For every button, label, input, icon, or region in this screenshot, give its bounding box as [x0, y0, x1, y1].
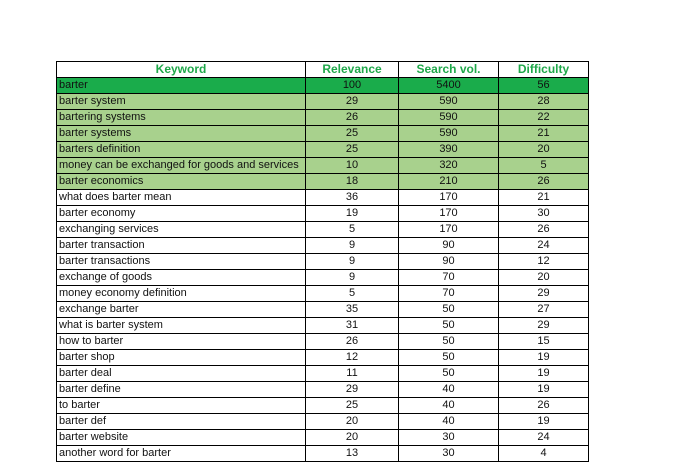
table-row [57, 238, 589, 254]
table-row [57, 206, 589, 222]
table-row [57, 174, 589, 190]
table-row [57, 286, 589, 302]
relevance-cell: 35 [306, 302, 399, 318]
keyword-cell: money economy definition [57, 286, 306, 302]
difficulty-cell: 29 [499, 318, 589, 334]
table-row [57, 334, 589, 350]
header-difficulty: Difficulty [499, 62, 589, 78]
search-volume-cell: 590 [399, 94, 499, 110]
header-keyword: Keyword [57, 62, 306, 78]
difficulty-cell: 26 [499, 398, 589, 414]
relevance-cell: 25 [306, 398, 399, 414]
difficulty-cell: 19 [499, 366, 589, 382]
relevance-cell: 5 [306, 286, 399, 302]
difficulty-cell: 15 [499, 334, 589, 350]
keyword-cell: how to barter [57, 334, 306, 350]
keyword-cell: what does barter mean [57, 190, 306, 206]
table-row [57, 302, 589, 318]
difficulty-cell: 19 [499, 414, 589, 430]
keyword-cell: exchanging services [57, 222, 306, 238]
relevance-cell: 10 [306, 158, 399, 174]
search-volume-cell: 40 [399, 382, 499, 398]
keyword-cell: bartering systems [57, 110, 306, 126]
relevance-cell: 13 [306, 446, 399, 462]
relevance-cell: 36 [306, 190, 399, 206]
search-volume-cell: 30 [399, 430, 499, 446]
search-volume-cell: 50 [399, 334, 499, 350]
relevance-cell: 25 [306, 126, 399, 142]
keyword-cell: barter website [57, 430, 306, 446]
table-row [57, 446, 589, 462]
difficulty-cell: 27 [499, 302, 589, 318]
keyword-cell: barter transaction [57, 238, 306, 254]
difficulty-cell: 28 [499, 94, 589, 110]
search-volume-cell: 50 [399, 366, 499, 382]
difficulty-cell: 24 [499, 238, 589, 254]
search-volume-cell: 50 [399, 302, 499, 318]
keyword-cell: barter shop [57, 350, 306, 366]
relevance-cell: 9 [306, 254, 399, 270]
keyword-cell: barter economy [57, 206, 306, 222]
search-volume-cell: 50 [399, 318, 499, 334]
search-volume-cell: 90 [399, 238, 499, 254]
difficulty-cell: 21 [499, 190, 589, 206]
keyword-cell: barter [57, 78, 306, 94]
search-volume-cell: 50 [399, 350, 499, 366]
relevance-cell: 19 [306, 206, 399, 222]
search-volume-cell: 210 [399, 174, 499, 190]
difficulty-cell: 20 [499, 270, 589, 286]
table-row [57, 414, 589, 430]
table-row [57, 110, 589, 126]
keyword-cell: barter system [57, 94, 306, 110]
relevance-cell: 9 [306, 270, 399, 286]
search-volume-cell: 40 [399, 414, 499, 430]
relevance-cell: 31 [306, 318, 399, 334]
relevance-cell: 9 [306, 238, 399, 254]
difficulty-cell: 12 [499, 254, 589, 270]
relevance-cell: 29 [306, 94, 399, 110]
difficulty-cell: 24 [499, 430, 589, 446]
search-volume-cell: 170 [399, 206, 499, 222]
relevance-cell: 25 [306, 142, 399, 158]
table-row [57, 126, 589, 142]
search-volume-cell: 5400 [399, 78, 499, 94]
difficulty-cell: 4 [499, 446, 589, 462]
keyword-cell: barter transactions [57, 254, 306, 270]
difficulty-cell: 19 [499, 382, 589, 398]
table-row [57, 382, 589, 398]
keyword-cell: barter define [57, 382, 306, 398]
relevance-cell: 11 [306, 366, 399, 382]
search-volume-cell: 590 [399, 126, 499, 142]
table-row [57, 398, 589, 414]
table-row [57, 254, 589, 270]
relevance-cell: 5 [306, 222, 399, 238]
table-row [57, 318, 589, 334]
search-volume-cell: 70 [399, 270, 499, 286]
table-row [57, 366, 589, 382]
difficulty-cell: 5 [499, 158, 589, 174]
difficulty-cell: 26 [499, 222, 589, 238]
difficulty-cell: 20 [499, 142, 589, 158]
search-volume-cell: 30 [399, 446, 499, 462]
search-volume-cell: 320 [399, 158, 499, 174]
search-volume-cell: 390 [399, 142, 499, 158]
keyword-table [56, 61, 589, 462]
header-relevance: Relevance [306, 62, 399, 78]
difficulty-cell: 30 [499, 206, 589, 222]
relevance-cell: 29 [306, 382, 399, 398]
table-row [57, 142, 589, 158]
keyword-cell: barter deal [57, 366, 306, 382]
keyword-cell: money can be exchanged for goods and services [57, 158, 306, 174]
difficulty-cell: 21 [499, 126, 589, 142]
table-row [57, 94, 589, 110]
header-row [57, 62, 589, 78]
table-row [57, 78, 589, 94]
relevance-cell: 26 [306, 334, 399, 350]
table-row [57, 270, 589, 286]
search-volume-cell: 170 [399, 190, 499, 206]
difficulty-cell: 22 [499, 110, 589, 126]
difficulty-cell: 56 [499, 78, 589, 94]
search-volume-cell: 590 [399, 110, 499, 126]
keyword-cell: barters definition [57, 142, 306, 158]
table-row [57, 222, 589, 238]
table-row [57, 190, 589, 206]
table-row [57, 158, 589, 174]
keyword-cell: barter def [57, 414, 306, 430]
keyword-cell: what is barter system [57, 318, 306, 334]
table-row [57, 350, 589, 366]
header-search-volume: Search vol. [399, 62, 499, 78]
search-volume-cell: 40 [399, 398, 499, 414]
difficulty-cell: 29 [499, 286, 589, 302]
relevance-cell: 12 [306, 350, 399, 366]
keyword-cell: to barter [57, 398, 306, 414]
search-volume-cell: 90 [399, 254, 499, 270]
keyword-cell: exchange of goods [57, 270, 306, 286]
keyword-cell: exchange barter [57, 302, 306, 318]
relevance-cell: 18 [306, 174, 399, 190]
search-volume-cell: 170 [399, 222, 499, 238]
keyword-cell: another word for barter [57, 446, 306, 462]
keyword-cell: barter systems [57, 126, 306, 142]
relevance-cell: 20 [306, 414, 399, 430]
relevance-cell: 20 [306, 430, 399, 446]
relevance-cell: 26 [306, 110, 399, 126]
relevance-cell: 100 [306, 78, 399, 94]
search-volume-cell: 70 [399, 286, 499, 302]
table-row [57, 430, 589, 446]
keyword-cell: barter economics [57, 174, 306, 190]
difficulty-cell: 19 [499, 350, 589, 366]
difficulty-cell: 26 [499, 174, 589, 190]
